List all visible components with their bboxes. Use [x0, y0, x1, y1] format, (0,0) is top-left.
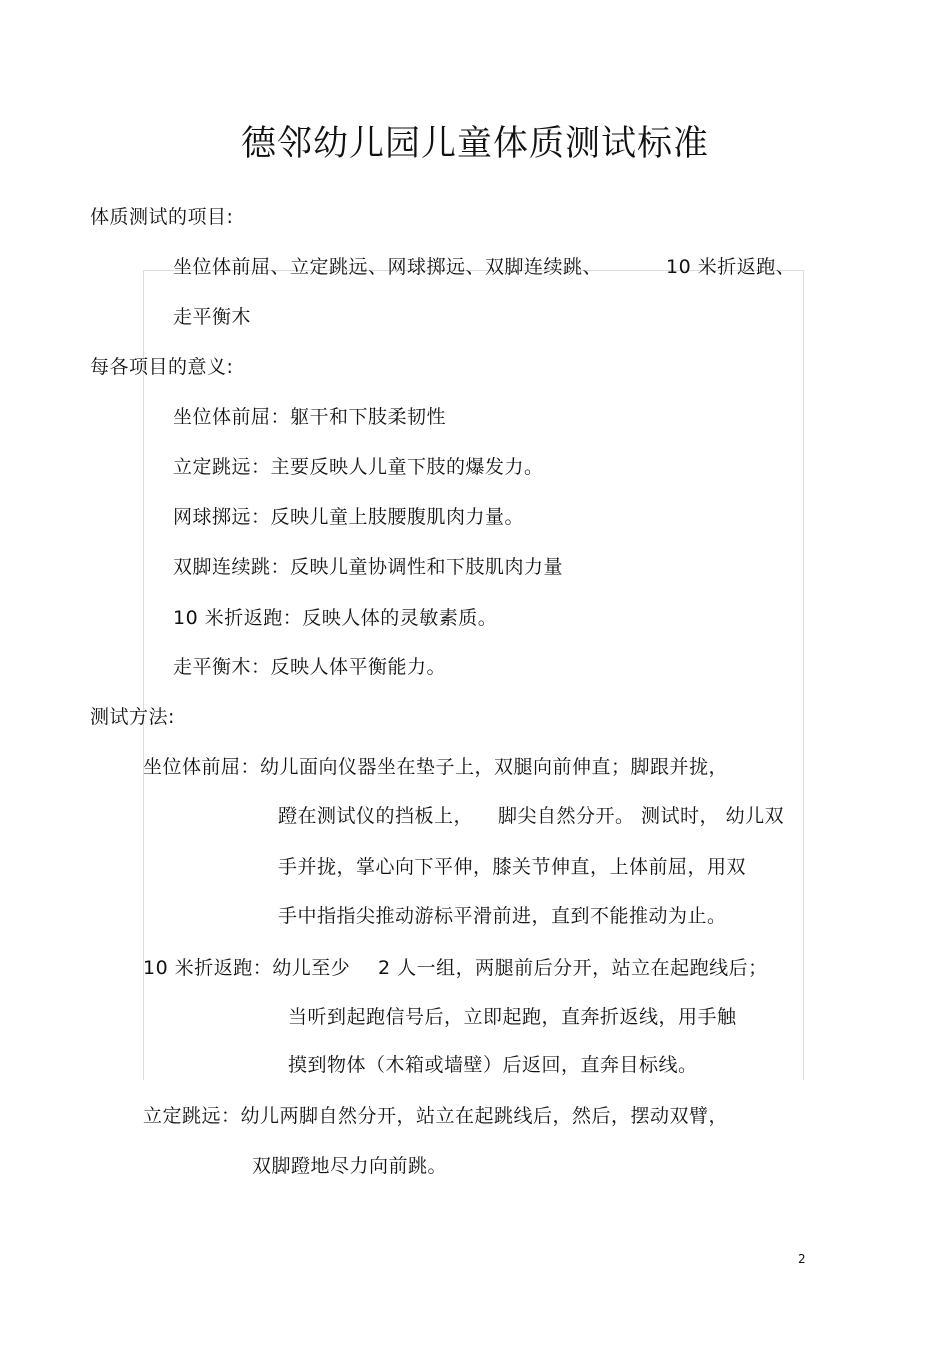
shuttle-run-line-3: 摸到物体（木箱或墙壁）后返回，直奔目标线。 — [288, 1054, 698, 1076]
shuttle-run-line-1a: 10 米折返跑：幼儿至少 — [143, 957, 351, 979]
long-jump-line-1: 立定跳远：幼儿两脚自然分开，站立在起跳线后，然后，摆动双臂， — [143, 1105, 729, 1127]
method-heading: 测试方法: — [90, 706, 175, 728]
shuttle-run-line-2: 当听到起跑信号后，立即起跑，直奔折返线，用手触 — [288, 1006, 737, 1028]
long-jump-line-2: 双脚蹬地尽力向前跳。 — [252, 1155, 448, 1177]
meaning-item: 网球掷远：反映儿童上肢腰腹肌肉力量。 — [173, 506, 525, 528]
items-line-1b: 10 米折返跑、 — [666, 256, 796, 278]
meaning-item: 双脚连续跳：反映儿童协调性和下肢肌肉力量 — [173, 556, 564, 578]
items-heading: 体质测试的项目: — [90, 206, 234, 228]
document-title: 德邻幼儿园儿童体质测试标准 — [240, 124, 709, 164]
meaning-heading: 每各项目的意义: — [90, 356, 234, 378]
meaning-item: 10 米折返跑：反映人体的灵敏素质。 — [173, 607, 498, 629]
page-number: 2 — [798, 1252, 806, 1266]
sit-reach-line-2b: 脚尖自然分开。 测试时， 幼儿双 — [498, 805, 785, 827]
meaning-item: 立定跳远：主要反映人儿童下肢的爆发力。 — [173, 456, 544, 478]
frame-line-right — [803, 270, 804, 1080]
meaning-item: 走平衡木：反映人体平衡能力。 — [173, 656, 447, 678]
items-line-2: 走平衡木 — [173, 306, 252, 328]
sit-reach-line-4: 手中指指尖推动游标平滑前进，直到不能推动为止。 — [278, 905, 727, 927]
shuttle-run-line-1b: 2 人一组，两腿前后分开，站立在起跑线后； — [378, 957, 768, 979]
sit-reach-line-2a: 蹬在测试仪的挡板上， — [278, 805, 474, 827]
meaning-item: 坐位体前屈：躯干和下肢柔韧性 — [173, 406, 447, 428]
items-line-1a: 坐位体前屈、立定跳远、网球掷远、双脚连续跳、 — [173, 256, 603, 278]
sit-reach-line-3: 手并拢，掌心向下平伸，膝关节伸直，上体前屈，用双 — [278, 856, 747, 878]
sit-reach-line-1: 坐位体前屈：幼儿面向仪器坐在垫子上，双腿向前伸直；脚跟并拢， — [143, 756, 729, 778]
